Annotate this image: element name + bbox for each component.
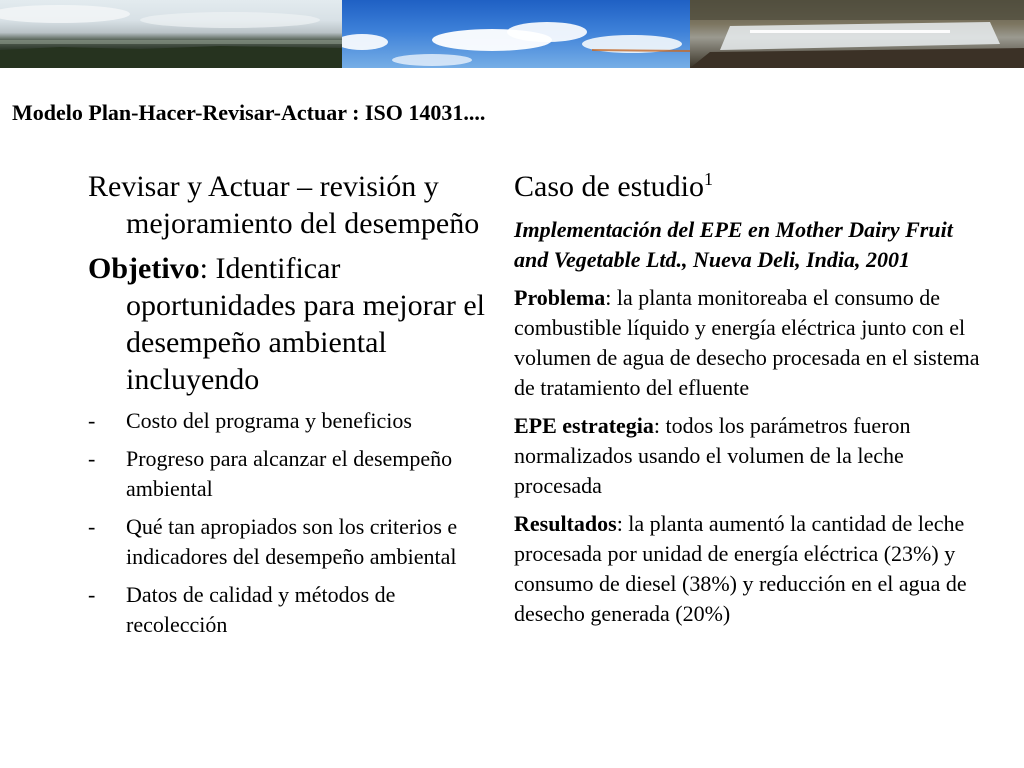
header-banner (0, 0, 1024, 68)
dash-bullet-icon: - (88, 446, 96, 471)
dash-bullet-icon: - (88, 514, 96, 539)
sky-clouds-photo (342, 0, 690, 68)
case-study-heading (514, 168, 984, 205)
problem-text: : la planta monitoreaba el consumo de combustible líquido y energía eléctrica junto con el volumen de agua de desecho procesada en el sistema de tratamiento del efluente (514, 285, 980, 400)
objective-paragraph (88, 250, 488, 398)
results-label: Resultados (514, 511, 617, 536)
left-heading: Revisar y Actuar – revisión y mejoramiento del desempeño (88, 170, 480, 240)
list-item-text: Progreso para alcanzar el desempeño ambiental (126, 446, 453, 501)
list-item (88, 512, 488, 572)
sky-clouds-photo-art (342, 0, 690, 68)
right-column (514, 168, 984, 637)
waterfall-photo-art (690, 0, 1024, 68)
strategy-paragraph (514, 411, 984, 501)
objective-label: Objetivo (88, 252, 200, 285)
objective-text: : Identificar oportunidades para mejorar el desempeño ambiental incluyendo (126, 252, 486, 396)
left-column (88, 168, 488, 648)
landscape-photo (0, 0, 342, 68)
case-study-heading-text: Caso de estudio (514, 170, 704, 203)
landscape-photo-art (0, 0, 342, 68)
bullet-list (88, 406, 488, 640)
strategy-text: : todos los parámetros fueron normalizados usando el volumen de la leche procesada (514, 413, 911, 498)
waterfall-photo (690, 0, 1024, 68)
list-item-text: Qué tan apropiados son los criterios e indicadores del desempeño ambiental (126, 514, 458, 569)
list-item (88, 580, 488, 640)
dash-bullet-icon: - (88, 582, 96, 607)
list-item (88, 444, 488, 504)
list-item (88, 406, 488, 436)
dash-bullet-icon: - (88, 408, 96, 433)
strategy-label: EPE estrategia (514, 413, 654, 438)
slide-title: Modelo Plan-Hacer-Revisar-Actuar : ISO 14031.... (12, 100, 486, 125)
case-study-subtitle: Implementación del EPE en Mother Dairy Fruit and Vegetable Ltd., Nueva Deli, India, 2001 (514, 217, 953, 272)
problem-label: Problema (514, 285, 606, 310)
problem-paragraph (514, 283, 984, 403)
footnote-marker: 1 (703, 169, 713, 189)
list-item-text: Datos de calidad y métodos de recolección (126, 582, 396, 637)
list-item-text: Costo del programa y beneficios (126, 408, 412, 433)
results-text: : la planta aumentó la cantidad de leche procesada por unidad de energía eléctrica (23%) y consumo de diesel (38%) y reducción en el agua de desecho generada (20%) (514, 511, 967, 626)
results-paragraph (514, 509, 984, 629)
